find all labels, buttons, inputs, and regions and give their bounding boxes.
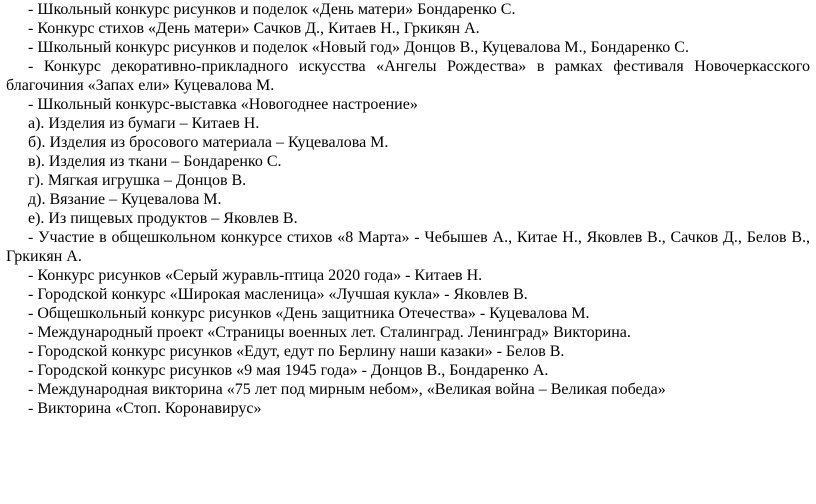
document-body	[6, 0, 810, 418]
list-item: а). Изделия из бумаги – Китаев Н.	[28, 115, 260, 132]
list-item: - Международный проект «Страницы военных лет. Сталинград. Ленинград» Викторина.	[28, 324, 631, 341]
list-item: - Участие в общешкольном конкурсе стихов «8 Марта» - Чебышев А., Китае Н., Яковлев В., Сачков Д., Белов В., Гркикян А.	[6, 229, 810, 265]
list-item: - Конкурс декоративно-прикладного искусства «Ангелы Рождества» в рамках фестиваля Новочеркасского благочиния «Запах ели» Куцевалова М.	[6, 58, 810, 94]
list-item: - Конкурс стихов «День матери» Сачков Д., Китаев Н., Гркикян А.	[28, 20, 480, 37]
list-item: б). Изделия из бросового материала – Куцевалова М.	[28, 134, 389, 151]
list-item: - Городской конкурс «Широкая масленица» «Лучшая кукла» - Яковлев В.	[28, 286, 528, 303]
list-item: - Школьный конкурс-выставка «Новогоднее настроение»	[28, 96, 418, 113]
list-item: - Школьный конкурс рисунков и поделок «Новый год» Донцов В., Куцевалова М., Бондаренко С.	[28, 39, 689, 56]
list-item: - Городской конкурс рисунков «Едут, едут по Берлину наши казаки» - Белов В.	[28, 343, 565, 360]
list-item: - Городской конкурс рисунков «9 мая 1945 года» - Донцов В., Бондаренко А.	[28, 362, 549, 379]
list-item: - Международная викторина «75 лет под мирным небом», «Великая война – Великая победа»	[28, 381, 666, 398]
list-item: - Школьный конкурс рисунков и поделок «День матери» Бондаренко С.	[28, 1, 516, 18]
list-item: - Конкурс рисунков «Серый журавль-птица 2020 года» - Китаев Н.	[28, 267, 483, 284]
list-item: - Викторина «Стоп. Коронавирус»	[28, 400, 262, 417]
list-item: д). Вязание – Куцевалова М.	[28, 191, 222, 208]
list-item: - Общешкольный конкурс рисунков «День защитника Отечества» - Куцевалова М.	[28, 305, 590, 322]
list-item: г). Мягкая игрушка – Донцов В.	[28, 172, 247, 189]
list-item: в). Изделия из ткани – Бондаренко С.	[28, 153, 282, 170]
list-item: е). Из пищевых продуктов – Яковлев В.	[28, 210, 298, 227]
